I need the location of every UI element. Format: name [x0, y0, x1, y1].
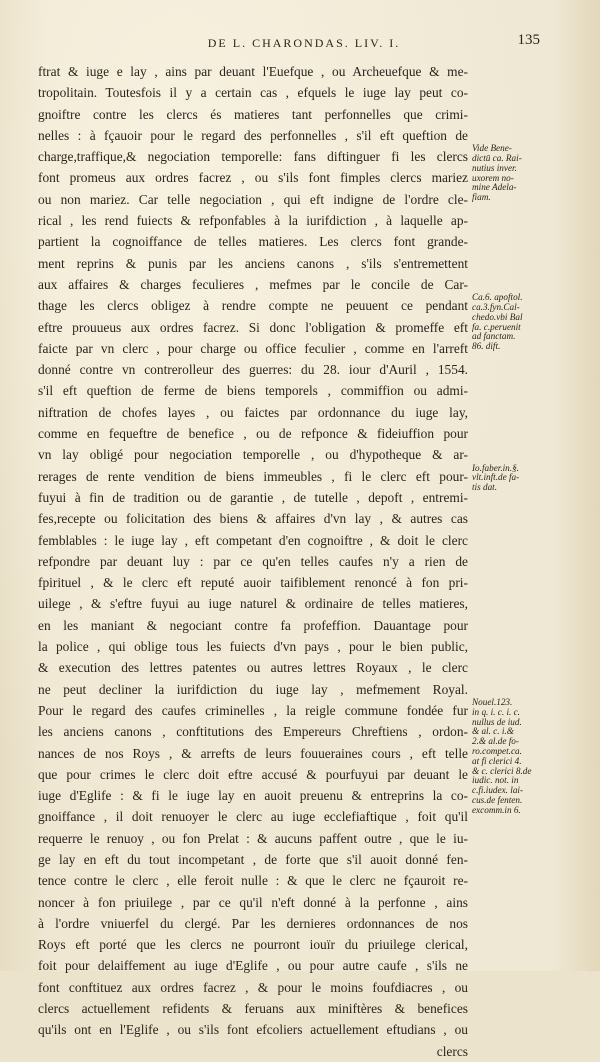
text-line: uilege , & s'eftre fuyui au iuge naturel & ordinaire de telles matieres, — [38, 596, 468, 612]
text-line: faicte par vn clerc , pour charge ou office feculier , comme en l'arreft — [38, 340, 468, 356]
text-line: eftre prouueus aux ordres facrez. Si donc l'obligation & promeffe eft — [38, 319, 468, 335]
text-line: noncer à fon priuilege , par ce qu'il n'eft donné à la perfonne , ains — [38, 894, 468, 910]
text-line: gnoiftre contre les clercs és matieres tant perfonnelles que crimi- — [38, 106, 468, 122]
text-line: nances de nos Roys , & arrefts de leurs fouueraines cours , eft telle — [38, 745, 468, 761]
text-line: tence contre le clerc , elle feroit nulle : & que le clerc ne fçauroit re- — [38, 873, 468, 889]
text-line: donné contre vn contrerolleur des guerres: du 28. iour d'Auril , 1554. — [38, 362, 468, 378]
text-line: nelles : à fçauoir pour le regard des perfonnelles , s'il eft queftion de — [38, 127, 468, 143]
text-line: font promeus aux ordres facrez , ou s'ils font fimples clercs mariez — [38, 170, 468, 186]
text-line: foit pour delaiffement au iuge d'Eglife , ou pour autre caufe , s'ils ne — [38, 958, 468, 974]
text-line: tropolitain. Toutesfois il y a certain cas , efquels le iuge lay peut co- — [38, 85, 468, 101]
text-line: partient la cognoiffance de telles matieres. Les clercs font grande- — [38, 234, 468, 250]
text-line: les anciens canons , conftitutions des Empereurs Chreftiens , ordon- — [38, 724, 468, 740]
text-line: comme en fequeftre de benefice , ou de refponce & fideiuffion pour — [38, 426, 468, 442]
text-line: à l'ordre vniuerfel du clergé. Par les dernieres ordonnances de nos — [38, 915, 468, 931]
text-line: Pour le regard des caufes criminelles , la reigle commune fondée fur — [38, 702, 468, 718]
text-line: ment reprins & punis par les anciens canons , s'ils s'entremettent — [38, 255, 468, 271]
text-line: ou non mariez. Car telle negociation , qui eft indigne de l'ordre cle- — [38, 191, 468, 207]
text-line: ne peut decliner la iurifdiction du iuge lay , mefmement Royal. — [38, 681, 468, 697]
text-line: ge lay en eft du tout incompetant , de forte que s'il auoit donné fen- — [38, 851, 468, 867]
text-line: ftrat & iuge e lay , ains par deuant l'Euefque , ou Archeuefque & me- — [38, 64, 468, 79]
text-line: rerages de rente vendition de biens immeubles , fi le clerc eft pour- — [38, 468, 468, 484]
text-line: en les maniant & negociant contre fa profeffion. Dauantage pour — [38, 617, 468, 633]
text-line: & execution des lettres patentes ou autres lettres Royaux , le clerc — [38, 660, 468, 676]
marginal-note: Ca.6. apoftol. ca.3.fyn.Cal- chedo.vbi Bal fa. c.peruenit ad fanctam. 86. dift. — [472, 292, 523, 352]
running-header: DE L. CHARONDAS. LIV. I. — [207, 36, 401, 50]
text-line: niftration de chofes layes , ou faictes par ordonnance du iuge lay, — [38, 404, 468, 420]
text-line: que pour crimes le clerc doit eftre accusé & pourfuyui par deuant le — [38, 766, 468, 782]
text-line: s'il eft queftion de ferme de biens temporels , commiffion ou admi- — [38, 383, 468, 399]
text-line: femblables : le iuge lay , eft competant d'en cognoiftre , & doit le clerc — [38, 532, 468, 548]
text-line: iuge d'Eglife : & fi le iuge lay en auoit preuenu & entreprins la co- — [38, 788, 468, 804]
text-line: la police , qui oblige tous les fuiects d'vn pays , pour le bien public, — [38, 639, 468, 655]
text-line: thage les clercs obligez à rendre compte ne peuuent ce pendant — [38, 298, 468, 314]
text-line: vn lay obligé pour negociation temporelle , ou d'hypotheque & ar- — [38, 447, 468, 463]
body-text — [38, 61, 468, 1062]
text-line: refpondre par deuant luy : par ce qu'en telles caufes n'y a rien de — [38, 553, 468, 569]
text-line: requerre le renuoy , ou fon Prelat : & aucuns paffent outre , que le iu- — [38, 830, 468, 846]
marginal-note: Io.faber.in.§. vlt.inft.de fa- tis dat. — [472, 462, 520, 493]
marginal-note: Nouel.123. in q. i. c. i. c. nullus de iud. & al. c. i.& 2.& al.de fo- ro.compet.ca. at fi clerici 4. & c. clerici 8.de iudic. not. in c.fi.iudex. lai- cus.de fenten. excomm.in 6. — [472, 697, 532, 815]
text-line: Roys eft porté que les clercs ne pourront iouïr du priuilege clerical, — [38, 937, 468, 953]
text-line: fes,recepte ou folicitation des biens & affaires d'vn lay , & autres cas — [38, 511, 468, 527]
text-line: rical , les rend fuiects & refponfables à la iurifdiction , à laquelle ap- — [38, 213, 468, 229]
text-line: clercs actuellement refidents & feruans aux miniftères & benefices — [38, 1001, 468, 1017]
text-line: fuyui à fin de tradition ou de garantie , de tutelle , depoft , entremi- — [38, 489, 468, 505]
text-line: gnoiffance , il doit renuoyer le clerc au iuge ecclefiaftique , foit qu'il — [38, 809, 468, 825]
text-line: aux affaires & charges feculieres , mefmes par le concile de Car- — [38, 276, 468, 292]
text-line: charge,traffique,& negociation temporelle: fans diftinguer fi les clercs — [38, 149, 468, 165]
page-number: 135 — [517, 32, 540, 48]
text-line: qu'ils ont en l'Eglife , ou s'ils font efcoliers actuellement eftudians , ou — [38, 1022, 468, 1038]
text-line: clercs — [436, 1043, 468, 1059]
text-line: fpirituel , & le clerc eft reputé auoir taifiblement renoncé à fon pri- — [38, 575, 468, 591]
marginal-note: Vide Bene- dictū ca. Rai- nutius inver. uxorem no- mine Adela- fiam. — [472, 143, 522, 203]
text-line: font conftituez aux ordres facrez , & pour le moins foufdiacres , ou — [38, 979, 468, 995]
